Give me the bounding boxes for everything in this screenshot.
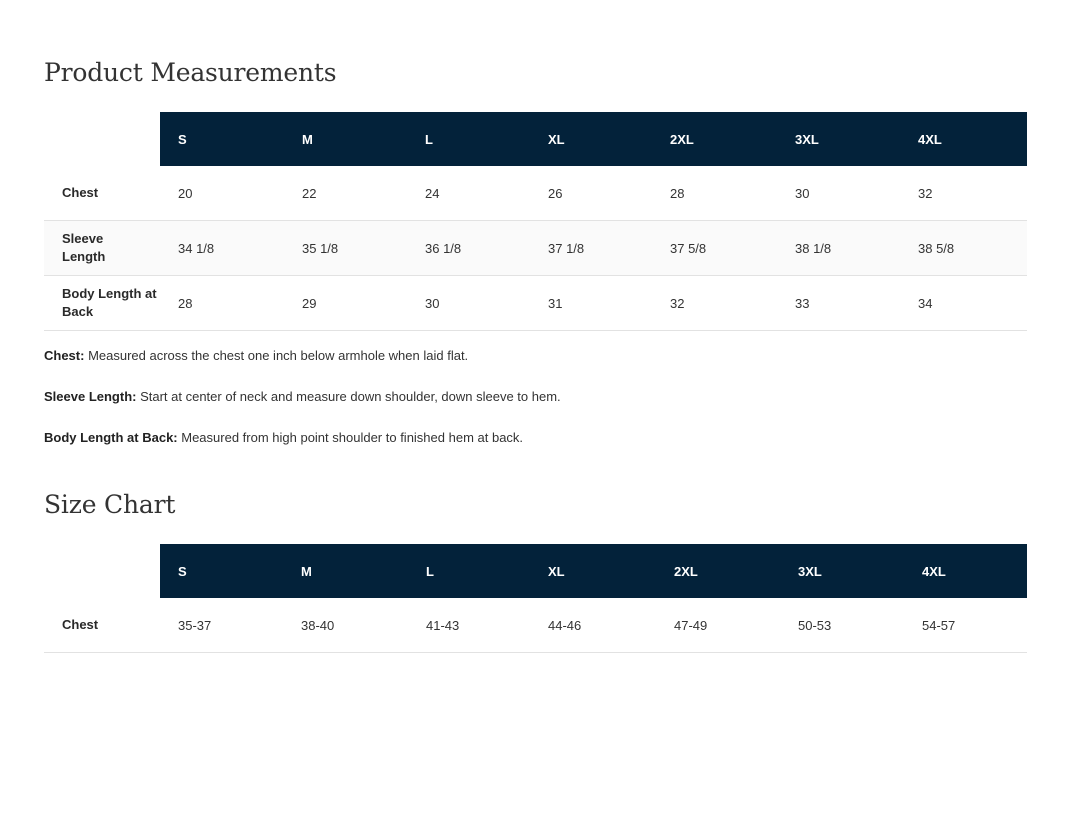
note-chest bbox=[44, 348, 1027, 364]
table-header-row bbox=[44, 544, 1027, 598]
table-cell: 35-37 bbox=[160, 598, 283, 653]
table-cell: 37 5/8 bbox=[652, 221, 777, 276]
note-label: Sleeve Length: bbox=[44, 389, 137, 404]
table-row-sleeve-length bbox=[44, 221, 1027, 276]
table-cell: 34 bbox=[900, 276, 1027, 331]
table-cell: 38 1/8 bbox=[777, 221, 900, 276]
size-header-l: L bbox=[407, 112, 530, 166]
header-corner-cell bbox=[44, 112, 160, 166]
size-header-s: S bbox=[160, 112, 284, 166]
row-label: Chest bbox=[44, 598, 160, 653]
table-cell: 22 bbox=[284, 166, 407, 221]
note-text: Start at center of neck and measure down shoulder, down sleeve to hem. bbox=[136, 389, 561, 404]
size-header-3xl: 3XL bbox=[777, 112, 900, 166]
size-header-3xl: 3XL bbox=[780, 544, 904, 598]
table-cell: 29 bbox=[284, 276, 407, 331]
table-cell: 35 1/8 bbox=[284, 221, 407, 276]
size-header-xl: XL bbox=[530, 112, 652, 166]
size-header-2xl: 2XL bbox=[656, 544, 780, 598]
table-cell: 28 bbox=[160, 276, 284, 331]
size-header-m: M bbox=[284, 112, 407, 166]
table-cell: 28 bbox=[652, 166, 777, 221]
table-cell: 38 5/8 bbox=[900, 221, 1027, 276]
table-cell: 24 bbox=[407, 166, 530, 221]
table-header-row bbox=[44, 112, 1027, 166]
size-chart-title: Size Chart bbox=[44, 490, 176, 519]
size-header-s: S bbox=[160, 544, 283, 598]
header-corner-cell bbox=[44, 544, 160, 598]
table-cell: 38-40 bbox=[283, 598, 408, 653]
table-cell: 36 1/8 bbox=[407, 221, 530, 276]
row-label: Sleeve Length bbox=[44, 221, 160, 276]
size-header-xl: XL bbox=[530, 544, 656, 598]
note-body-length bbox=[44, 430, 1027, 446]
measurement-notes bbox=[44, 348, 1027, 471]
table-cell: 32 bbox=[900, 166, 1027, 221]
note-text: Measured across the chest one inch below armhole when laid flat. bbox=[84, 348, 469, 363]
table-cell: 30 bbox=[777, 166, 900, 221]
note-sleeve-length bbox=[44, 389, 1027, 405]
table-cell: 44-46 bbox=[530, 598, 656, 653]
row-label: Chest bbox=[44, 166, 160, 221]
table-cell: 26 bbox=[530, 166, 652, 221]
product-measurements-title: Product Measurements bbox=[44, 58, 337, 87]
table-row-body-length bbox=[44, 276, 1027, 331]
table-cell: 31 bbox=[530, 276, 652, 331]
size-header-l: L bbox=[408, 544, 530, 598]
table-cell: 34 1/8 bbox=[160, 221, 284, 276]
table-cell: 37 1/8 bbox=[530, 221, 652, 276]
size-chart-table bbox=[44, 544, 1027, 653]
table-cell: 47-49 bbox=[656, 598, 780, 653]
table-cell: 20 bbox=[160, 166, 284, 221]
size-header-4xl: 4XL bbox=[900, 112, 1027, 166]
size-header-4xl: 4XL bbox=[904, 544, 1027, 598]
table-cell: 41-43 bbox=[408, 598, 530, 653]
size-header-2xl: 2XL bbox=[652, 112, 777, 166]
note-text: Measured from high point shoulder to finished hem at back. bbox=[177, 430, 524, 445]
table-cell: 50-53 bbox=[780, 598, 904, 653]
note-label: Body Length at Back: bbox=[44, 430, 178, 445]
product-measurements-table bbox=[44, 112, 1027, 331]
row-label: Body Length at Back bbox=[44, 276, 160, 331]
table-cell: 32 bbox=[652, 276, 777, 331]
table-cell: 54-57 bbox=[904, 598, 1027, 653]
table-row-chest bbox=[44, 598, 1027, 653]
note-label: Chest: bbox=[44, 348, 85, 363]
table-cell: 33 bbox=[777, 276, 900, 331]
size-header-m: M bbox=[283, 544, 408, 598]
table-cell: 30 bbox=[407, 276, 530, 331]
table-row-chest bbox=[44, 166, 1027, 221]
